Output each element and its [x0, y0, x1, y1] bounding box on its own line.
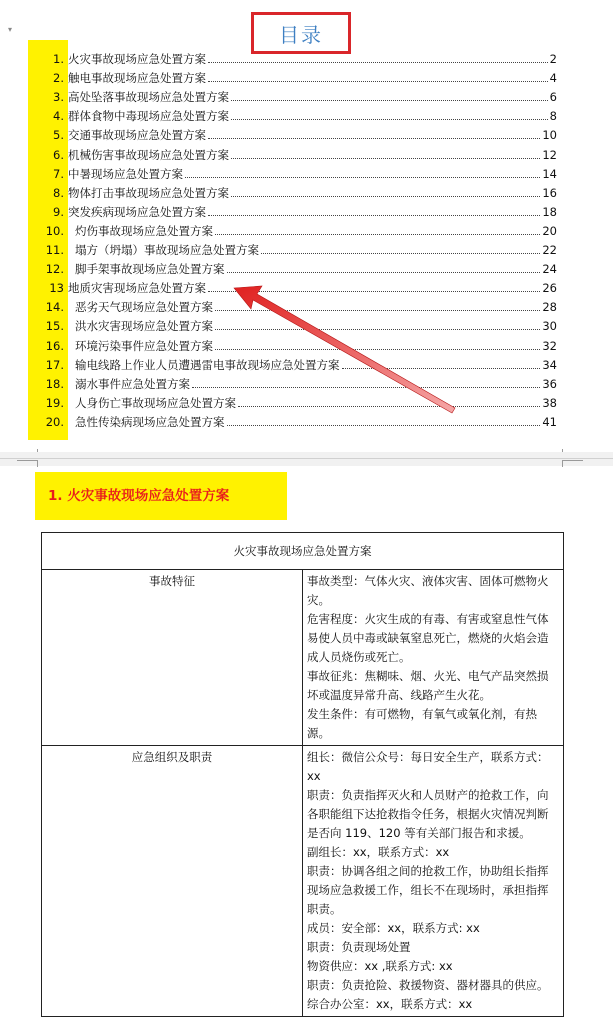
content-line: 危害程度：火灾生成的有毒、有害或窒息性气体易使人员中毒或缺氧窒息死亡，燃烧的火焰会造成人员烧伤或死亡。: [307, 612, 549, 664]
red-arrow-annotation: [0, 0, 613, 452]
toc-entry-page: 8: [549, 109, 557, 124]
plan-table: [41, 532, 564, 1017]
toc-entry-title: 溺水事件应急处置方案: [75, 376, 190, 391]
toc-title: 目录: [251, 12, 351, 54]
toc-entry-page: 6: [549, 90, 557, 105]
row-label: 事故特征: [42, 570, 303, 746]
toc-entry-page: 10: [542, 128, 557, 143]
page-divider: [0, 458, 613, 459]
table-row: [42, 570, 564, 746]
toc-entry-number: 18.: [45, 376, 64, 391]
content-line: 组长：微信公众号：每日安全生产，联系方式：xx: [307, 750, 549, 783]
row-content: [303, 570, 564, 746]
toc-entry-title: 脚手架事故现场应急处置方案: [75, 262, 225, 277]
toc-entry-title: 交通事故现场应急处置方案: [68, 128, 206, 143]
page-corner-mark: [562, 460, 583, 467]
toc-entry-title: 输电线路上作业人员遭遇雷电事故现场应急处置方案: [75, 357, 340, 372]
toc-entry-page: 34: [542, 357, 557, 372]
collapse-marker-icon[interactable]: ▾: [8, 25, 13, 34]
toc-entry-page: 30: [542, 319, 557, 334]
content-line: 职责：负责指挥灭火和人员财产的抢救工作，向各职能组下达抢救指令任务，根据火灾情况判断是否向 119、120 等有关部门报告和求援。: [307, 788, 549, 840]
toc-entry-number: 1.: [53, 52, 64, 66]
content-line: 职责：协调各组之间的抢救工作，协助组长指挥现场应急救援工作，组长不在现场时，承担指挥职责。: [307, 864, 549, 916]
toc-entry-number: 11.: [45, 243, 64, 257]
toc-entry-number: 7.: [53, 166, 64, 181]
toc-entry-title: 物体打击事故现场应急处置方案: [68, 185, 229, 200]
toc-entry-title: 环境污染事件应急处置方案: [75, 338, 213, 353]
toc-entry-page: 22: [542, 243, 557, 257]
toc-entry-page: 20: [542, 223, 557, 238]
toc-entry-number: 8.: [53, 185, 64, 200]
toc-entry-number: 13: [49, 281, 64, 296]
toc-entry-page: 41: [542, 414, 557, 429]
page-gap: [0, 452, 613, 466]
toc-entry-number: 10.: [45, 223, 64, 238]
toc-entry-number: 16.: [45, 338, 64, 353]
toc-entry-title: 突发疾病现场应急处置方案: [68, 204, 206, 219]
toc-entry-title: 高处坠落事故现场应急处置方案: [68, 90, 229, 105]
content-line: 物资供应：xx ,联系方式: xx: [307, 959, 453, 973]
toc-entry-number: 9.: [53, 204, 64, 219]
toc-entry-number: 5.: [53, 128, 64, 143]
toc-entry-page: 12: [542, 147, 557, 162]
toc-entry-title: 触电事故现场应急处置方案: [68, 71, 206, 86]
toc-entry-number: 15.: [45, 319, 64, 334]
table-row: [42, 746, 564, 1017]
toc-entry-number: 14.: [45, 300, 64, 315]
section-heading: 1. 火灾事故现场应急处置方案: [35, 472, 287, 520]
toc-page: [0, 0, 613, 452]
content-line: 职责：负责现场处置: [307, 940, 411, 954]
toc-entry-title: 火灾事故现场应急处置方案: [68, 52, 206, 66]
toc-entry-title: 地质灾害现场应急处置方案: [68, 281, 206, 296]
toc-entry-title: 灼伤事故现场应急处置方案: [75, 223, 213, 238]
toc-entry-page: 2: [549, 52, 557, 66]
toc-entry-page: 18: [542, 204, 557, 219]
row-content: [303, 746, 564, 1017]
toc-entry-title: 急性传染病现场应急处置方案: [75, 414, 225, 429]
toc-entry-title: 塌方（坍塌）事故现场应急处置方案: [75, 243, 259, 257]
toc-entry-number: 6.: [53, 147, 64, 162]
plan-table-title: 火灾事故现场应急处置方案: [42, 533, 564, 570]
toc-entry-number: 2.: [53, 71, 64, 86]
toc-entry-number: 20.: [45, 414, 64, 429]
toc-entry-title: 中暑现场应急处置方案: [68, 166, 183, 181]
toc-entry-page: 26: [542, 281, 557, 296]
toc-entry-page: 24: [542, 262, 557, 277]
toc-entry-page: 4: [549, 71, 557, 86]
row-label: 应急组织及职责: [42, 746, 303, 1017]
toc-entry-title: 群体食物中毒现场应急处置方案: [68, 109, 229, 124]
content-line: 事故类型：气体火灾、液体灾害、固体可燃物火灾。: [307, 574, 549, 607]
toc-entry-page: 16: [542, 185, 557, 200]
content-line: 综合办公室：xx，联系方式：xx: [307, 997, 473, 1011]
toc-entry-page: 32: [542, 338, 557, 353]
content-line: 事故征兆：焦糊味、烟、火光、电气产品突然损坏或温度异常升高、线路产生火花。: [307, 669, 549, 702]
toc-entry-number: 19.: [45, 395, 64, 410]
content-line: 副组长：xx，联系方式：xx: [307, 845, 450, 859]
toc-entry-page: 36: [542, 376, 557, 391]
content-line: 成员：安全部：xx，联系方式: xx: [307, 921, 480, 935]
toc-entry-page: 28: [542, 300, 557, 315]
toc-entry-page: 14: [542, 166, 557, 181]
toc-entry-number: 12.: [45, 262, 64, 277]
toc-entry-number: 17.: [45, 357, 64, 372]
content-line: 职责：负责抢险、救援物资、器材器具的供应。: [307, 978, 549, 992]
toc-entry-number: 4.: [53, 109, 64, 124]
toc-entry-title: 洪水灾害现场应急处置方案: [75, 319, 213, 334]
toc-entry-title: 人身伤亡事故现场应急处置方案: [75, 395, 236, 410]
toc-entry-page: 38: [542, 395, 557, 410]
toc-entry-number: 3.: [53, 90, 64, 105]
page-corner-mark: [17, 460, 38, 467]
content-line: 发生条件：有可燃物，有氧气或氧化剂，有热源。: [307, 707, 537, 740]
toc-entry-title: 恶劣天气现场应急处置方案: [75, 300, 213, 315]
toc-entry-title: 机械伤害事故现场应急处置方案: [68, 147, 229, 162]
